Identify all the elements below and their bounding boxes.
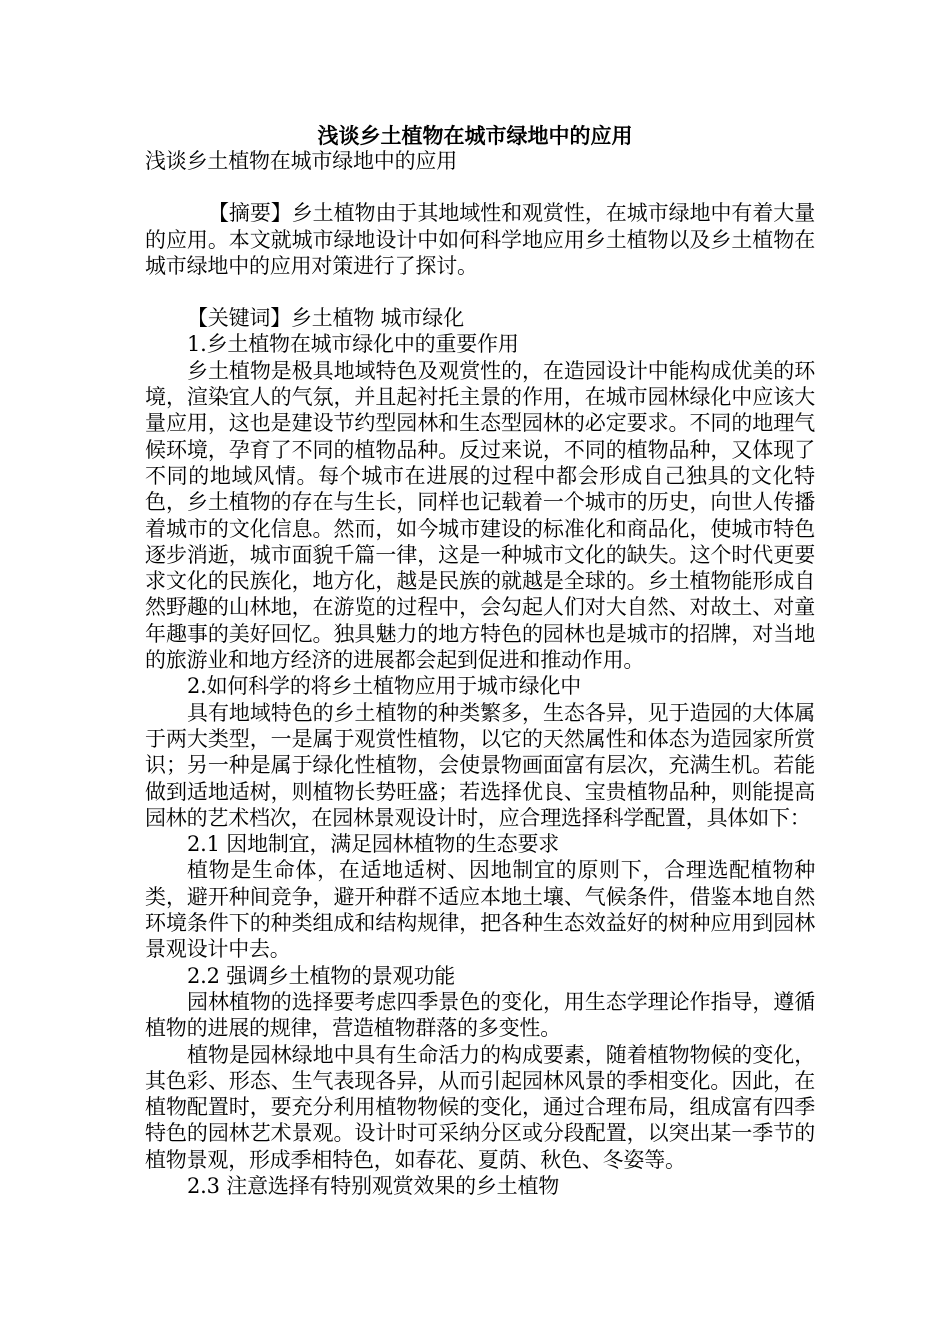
section-paragraph-2-2a: 园林植物的选择要考虑四季景色的变化，用生态学理论作指导，遵循植物的进展的规律，营造植物群落的多变性。 <box>145 989 815 1041</box>
section-paragraph-2: 具有地域特色的乡土植物的种类繁多，生态各异，见于造园的大体属于两大类型，一是属于观赏性植物，以它的天然属性和体态为造园家所赏识；另一种是属于绿化性植物，会使景物画面富有层次，充满生机。若能做到适地适树，则植物长势旺盛；若选择优良、宝贵植物品种，则能提高园林的艺术档次，在园林景观设计时，应合理选择科学配置，具体如下： <box>145 700 815 830</box>
section-paragraph-1: 乡土植物是极具地域特色及观赏性的，在造园设计中能构成优美的环境，渲染宜人的气氛，并且起衬托主景的作用，在城市园林绿化中应该大量应用，这也是建设节约型园林和生态型园林的必定要求。不同的地理气候环境，孕育了不同的植物品种。反过来说，不同的植物品种，又体现了不同的地域风情。每个城市在进展的过程中都会形成自己独具的文化特色，乡土植物的存在与生长，同样也记载着一个城市的历史，向世人传播着城市的文化信息。然而，如今城市建设的标准化和商品化，使城市特色逐步消逝，城市面貌千篇一律，这是一种城市文化的缺失。这个时代更要求文化的民族化，地方化，越是民族的就越是全球的。乡土植物能形成自然野趣的山林地，在游览的过程中，会勾起人们对大自然、对故土、对童年趣事的美好回忆。独具魅力的地方特色的园林也是城市的招牌，对当地的旅游业和地方经济的进展都会起到促进和推动作用。 <box>145 358 815 673</box>
document-title: 浅谈乡土植物在城市绿地中的应用 <box>317 124 633 148</box>
section-heading-2-1: 2.1 因地制宜，满足园林植物的生态要求 <box>187 832 560 857</box>
abstract-paragraph: 【摘要】乡土植物由于其地域性和观赏性，在城市绿地中有着大量的应用。本文就城市绿地设计中如何科学地应用乡土植物以及乡土植物在城市绿地中的应用对策进行了探讨。 <box>145 201 815 278</box>
section-heading-2-3: 2.3 注意选择有特别观赏效果的乡土植物 <box>187 1173 560 1198</box>
section-heading-2: 2.如何科学的将乡土植物应用于城市绿化中 <box>187 674 582 699</box>
document-subtitle: 浅谈乡土植物在城市绿地中的应用 <box>145 149 457 173</box>
section-heading-1: 1.乡土植物在城市绿化中的重要作用 <box>187 332 519 357</box>
section-paragraph-2-1: 植物是生命体，在适地适树、因地制宜的原则下，合理选配植物种类，避开种间竞争，避开种群不适应本地土壤、气候条件，借鉴本地自然环境条件下的种类组成和结构规律，把各种生态效益好的树种应用到园林景观设计中去。 <box>145 858 815 962</box>
section-paragraph-2-2b: 植物是园林绿地中具有生命活力的构成要素，随着植物物候的变化，其色彩、形态、生气表现各异，从而引起园林风景的季相变化。因此，在植物配置时，要充分利用植物物候的变化，通过合理布局，组成富有四季特色的园林艺术景观。设计时可采纳分区或分段配置，以突出某一季节的植物景观，形成季相特色，如春花、夏荫、秋色、冬姿等。 <box>145 1042 815 1172</box>
document-body <box>145 148 815 1199</box>
spacer <box>145 174 815 200</box>
section-heading-2-2: 2.2 强调乡土植物的景观功能 <box>187 963 456 988</box>
keywords-line: 【关键词】乡土植物 城市绿化 <box>187 306 464 331</box>
spacer <box>145 279 815 305</box>
